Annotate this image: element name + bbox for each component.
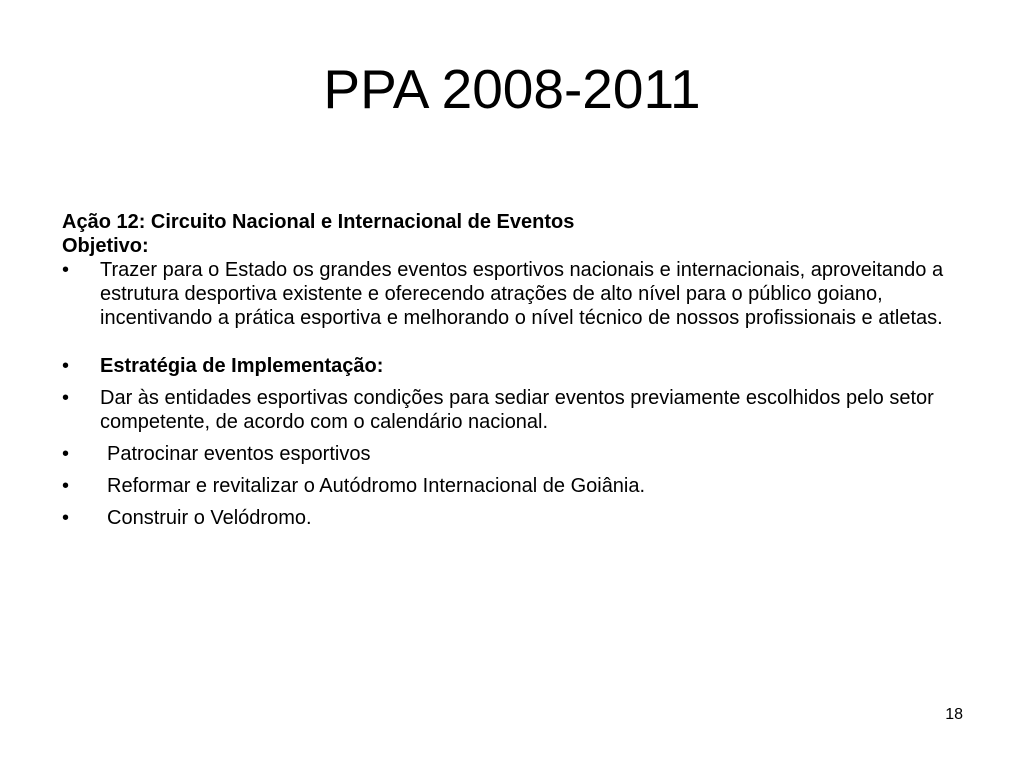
strategy-heading: Estratégia de Implementação:	[100, 355, 384, 377]
strategy-item-text: Construir o Velódromo.	[107, 507, 312, 529]
strategy-item	[62, 386, 962, 434]
objective-bullet	[62, 258, 962, 330]
objective-text: Trazer para o Estado os grandes eventos esportivos nacionais e internacionais, aproveitando a estrutura desportiva existente e oferecendo atrações de alto nível para o público goiano, incentivando a prática esportiva e melhorando o nível técnico de nossos profissionais e atletas.	[100, 259, 944, 329]
strategy-item	[62, 474, 962, 498]
page-number: 18	[945, 706, 963, 723]
slide-title: PPA 2008-2011	[323, 58, 701, 120]
bullet-dot-icon: •	[62, 475, 70, 497]
strategy-item	[62, 506, 962, 530]
action-heading: Ação 12: Circuito Nacional e Internacional de Eventos	[62, 211, 575, 233]
bullet-dot-icon: •	[62, 507, 70, 529]
slide-body	[62, 210, 962, 530]
strategy-item-text: Dar às entidades esportivas condições para sediar eventos previamente escolhidos pelo setor competente, de acordo com o calendário nacional.	[100, 387, 934, 433]
strategy-item	[62, 442, 962, 466]
strategy-item-text: Reformar e revitalizar o Autódromo Internacional de Goiânia.	[107, 475, 646, 497]
bullet-dot-icon: •	[62, 355, 70, 377]
bullet-dot-icon: •	[62, 259, 70, 281]
strategy-heading-bullet	[62, 354, 962, 378]
bullet-dot-icon: •	[62, 387, 70, 409]
objective-heading: Objetivo:	[62, 235, 149, 257]
strategy-item-text: Patrocinar eventos esportivos	[107, 443, 371, 465]
bullet-dot-icon: •	[62, 443, 70, 465]
